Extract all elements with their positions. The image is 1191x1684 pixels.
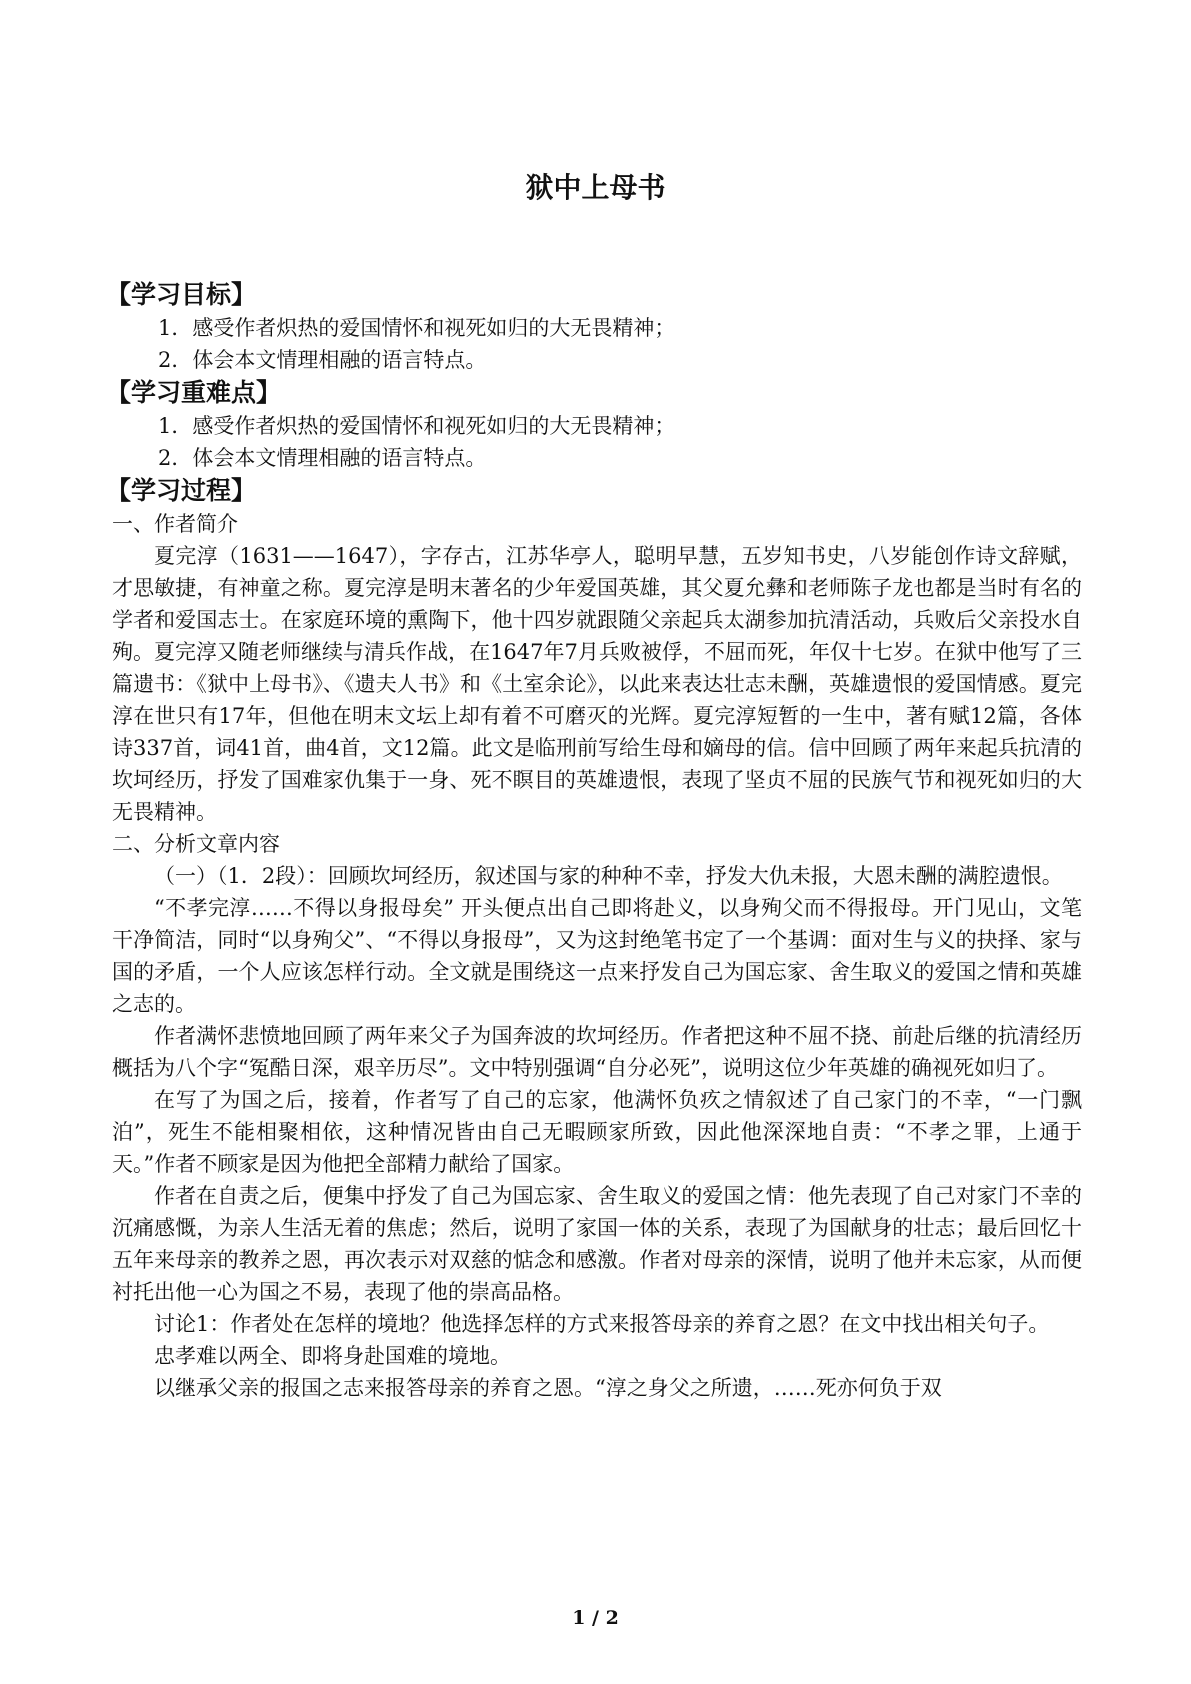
section-heading-goals: 【学习目标】 [106,280,257,309]
document-body [106,278,1082,1404]
analysis-paragraph: 作者满怀悲愤地回顾了两年来父子为国奔波的坎坷经历。作者把这种不屈不挠、前赴后继的抗清经历概括为八个字“冤酷日深，艰辛历尽”。文中特别强调“自分必死”，说明这位少年英雄的确视死如归了。 [112,1024,1082,1080]
subheading-analysis: 二、分析文章内容 [112,832,280,856]
goal-item: 2．体会本文情理相融的语言特点。 [158,348,487,372]
subheading-author-intro: 一、作者简介 [112,512,238,536]
analysis-paragraph: （一）（1．2段）：回顾坎坷经历，叙述国与家的种种不幸，抒发大仇未报，大恩未酬的满腔遗恨。 [154,864,1063,888]
document-title: 狱中上母书 [525,171,666,204]
page-number: 1 / 2 [572,1607,619,1629]
analysis-paragraph: 在写了为国之后，接着，作者写了自己的忘家，他满怀负疚之情叙述了自己家门的不幸，“一门飘泊”，死生不能相聚相依，这种情况皆由自己无暇顾家所致，因此他深深地自责：“不孝之罪，上通于天。”作者不顾家是因为他把全部精力献给了国家。 [112,1088,1082,1176]
goal-item: 1．感受作者炽热的爱国情怀和视死如归的大无畏精神； [158,316,676,340]
section-heading-key-points: 【学习重难点】 [106,378,282,407]
section-heading-process: 【学习过程】 [106,476,257,505]
analysis-paragraph: 作者在自责之后，便集中抒发了自己为国忘家、舍生取义的爱国之情：他先表现了自己对家门不幸的沉痛感慨，为亲人生活无着的焦虑；然后，说明了家国一体的关系，表现了为国献身的壮志；最后回忆十五年来母亲的教养之恩，再次表示对双慈的惦念和感激。作者对母亲的深情，说明了他并未忘家，从而便衬托出他一心为国之不易，表现了他的崇高品格。 [112,1184,1082,1304]
author-intro-paragraph: 夏完淳（1631——1647），字存古，江苏华亭人，聪明早慧，五岁知书史，八岁能创作诗文辞赋，才思敏捷，有神童之称。夏完淳是明末著名的少年爱国英雄，其父夏允彝和老师陈子龙也都是当时有名的学者和爱国志士。在家庭环境的熏陶下，他十四岁就跟随父亲起兵太湖参加抗清活动，兵败后父亲投水自殉。夏完淳又随老师继续与清兵作战，在1647年7月兵败被俘，不屈而死，年仅十七岁。在狱中他写了三篇遗书：《狱中上母书》、《遗夫人书》和《土室余论》，以此来表达壮志未酬，英雄遗恨的爱国情感。夏完淳在世只有17年，但他在明末文坛上却有着不可磨灭的光辉。夏完淳短暂的一生中，著有赋12篇，各体诗337首，词41首，曲4首，文12篇。此文是临刑前写给生母和嫡母的信。信中回顾了两年来起兵抗清的坎坷经历，抒发了国难家仇集于一身、死不瞑目的英雄遗恨，表现了坚贞不屈的民族气节和视死如归的大无畏精神。 [112,544,1082,824]
discussion-question: 讨论1：作者处在怎样的境地？他选择怎样的方式来报答母亲的养育之恩？在文中找出相关句子。 [154,1312,1050,1336]
key-point-item: 1．感受作者炽热的爱国情怀和视死如归的大无畏精神； [158,414,676,438]
analysis-paragraph: “不孝完淳……不得以身报母矣” 开头便点出自己即将赴义，以身殉父而不得报母。开门见山，文笔干净简洁，同时“以身殉父”、“不得以身报母”，又为这封绝笔书定了一个基调：面对生与义的抉择、家与国的矛盾，一个人应该怎样行动。全文就是围绕这一点来抒发自己为国忘家、舍生取义的爱国之情和英雄之志的。 [112,896,1082,1016]
discussion-answer: 以继承父亲的报国之志来报答母亲的养育之恩。“淳之身父之所遗，……死亦何负于双 [154,1376,942,1400]
key-point-item: 2．体会本文情理相融的语言特点。 [158,446,487,470]
discussion-answer: 忠孝难以两全、即将身赴国难的境地。 [154,1344,511,1368]
